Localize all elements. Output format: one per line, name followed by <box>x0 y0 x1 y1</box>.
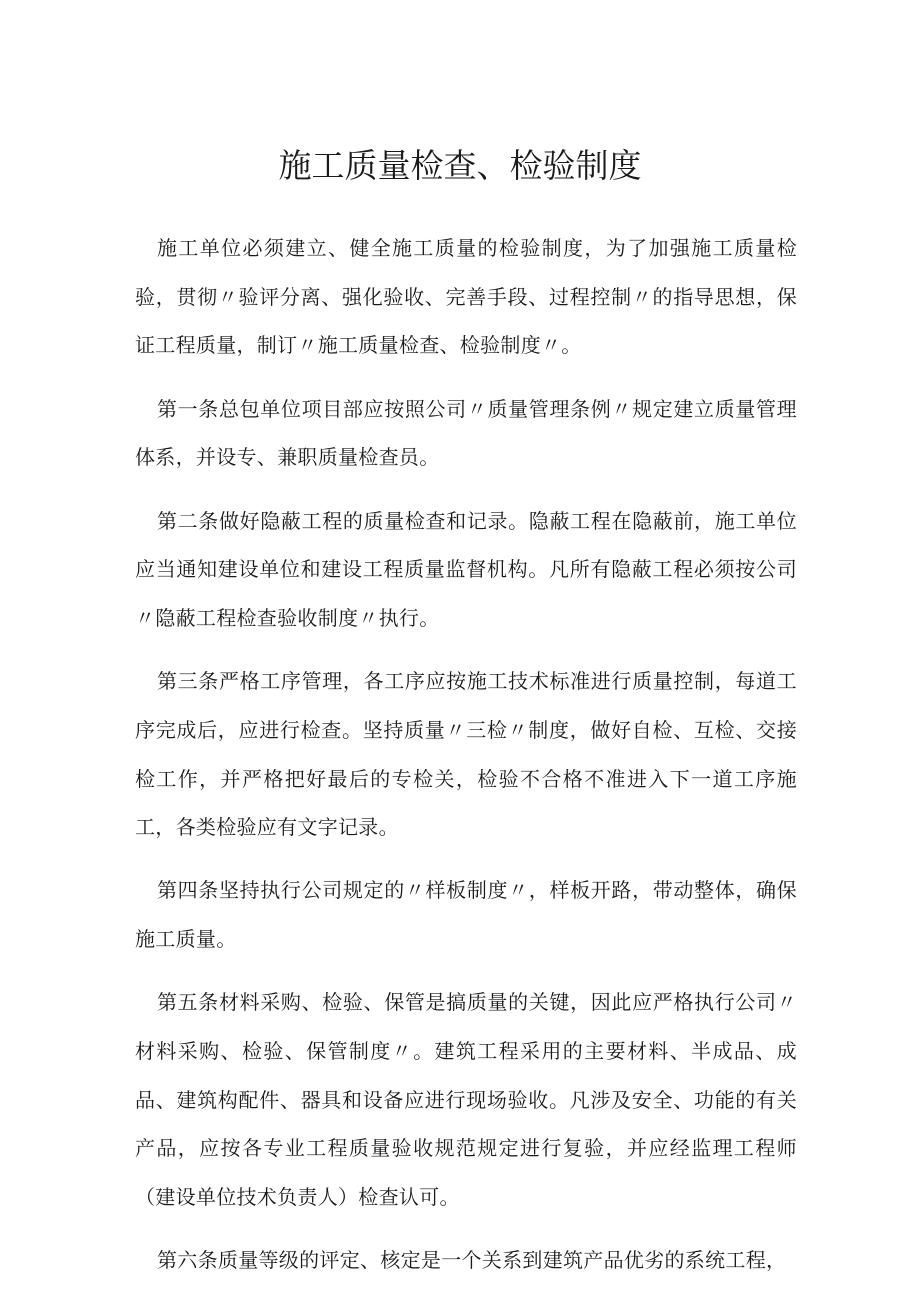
article-6-paragraph: 第六条质量等级的评定、核定是一个关系到建筑产品优劣的系统工程， <box>157 1248 787 1273</box>
document-body <box>135 224 797 1300</box>
article-4-paragraph: 第四条坚持执行公司规定的〃样板制度〃，样板开路，带动整体，确保施工质量。 <box>135 878 797 952</box>
article-5-paragraph: 第五条材料采购、检验、保管是搞质量的关键，因此应严格执行公司〃材料采购、检验、保管制度〃。建筑工程采用的主要材料、半成品、成品、建筑构配件、器具和设备应进行现场验收。凡涉及安全、功能的有关产品，应按各专业工程质量验收规范规定进行复验，并应经监理工程师（建设单位技术负责人）检查认可。 <box>135 990 797 1210</box>
article-2-paragraph: 第二条做好隐蔽工程的质量检查和记录。隐蔽工程在隐蔽前，施工单位应当通知建设单位和建设工程质量监督机构。凡所有隐蔽工程必须按公司〃隐蔽工程检查验收制度〃执行。 <box>135 508 797 630</box>
intro-paragraph: 施工单位必须建立、健全施工质量的检验制度，为了加强施工质量检验，贯彻〃验评分离、强化验收、完善手段、过程控制〃的指导思想，保证工程质量，制订〃施工质量检查、检验制度〃。 <box>135 236 797 358</box>
article-3-paragraph: 第三条严格工序管理，各工序应按施工技术标准进行质量控制，每道工序完成后，应进行检查。坚持质量〃三检〃制度，做好自检、互检、交接检工作，并严格把好最后的专检关，检验不合格不准进入下一道工序施工，各类检验应有文字记录。 <box>135 669 797 840</box>
article-1-paragraph: 第一条总包单位项目部应按照公司〃质量管理条例〃规定建立质量管理体系，并设专、兼职质量检查员。 <box>135 396 797 470</box>
page-title: 施工质量检查、检验制度 <box>278 146 642 185</box>
